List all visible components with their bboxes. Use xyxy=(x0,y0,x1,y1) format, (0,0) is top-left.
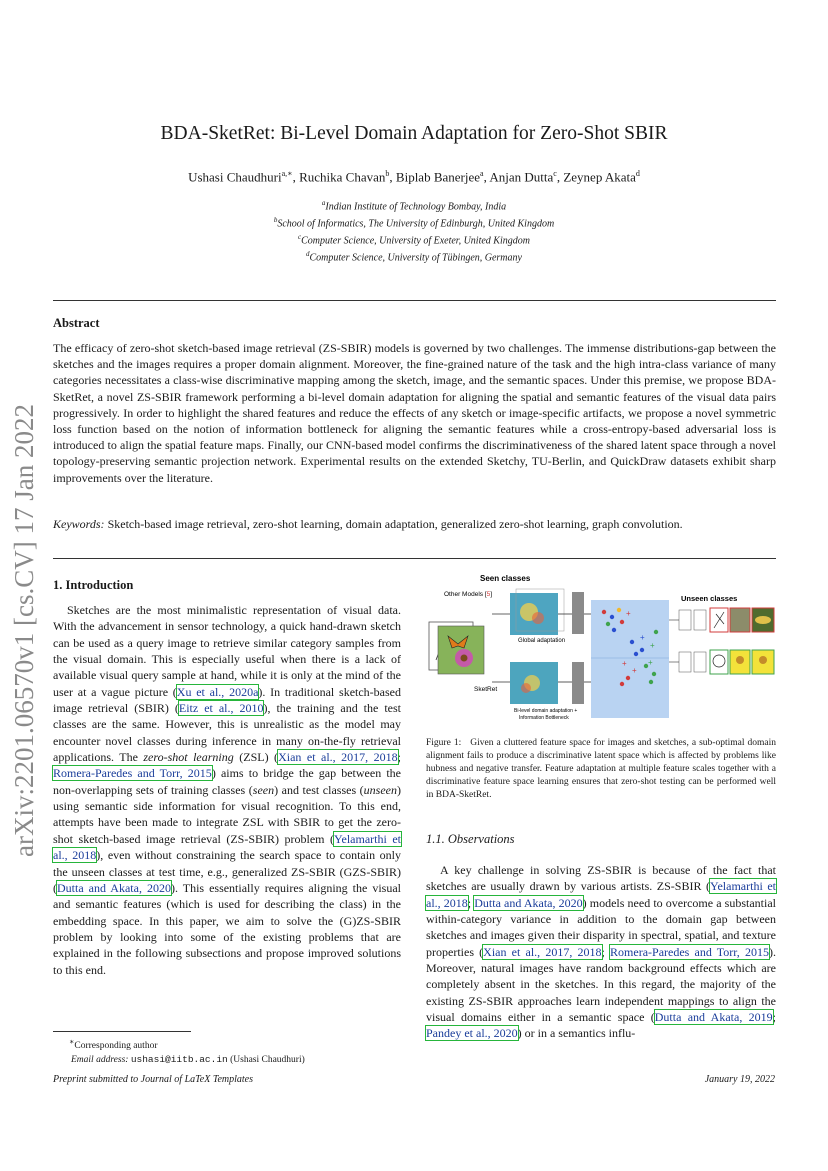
citation-link[interactable]: Dutta and Akata, 2020 xyxy=(57,880,171,895)
affiliation: $^c$Computer Science, University of Exeter, United Kingdom xyxy=(298,232,530,247)
top-rule xyxy=(53,300,776,301)
unseen-results-lower xyxy=(669,650,774,674)
svg-text:+: + xyxy=(650,641,655,650)
unseen-results-upper xyxy=(669,608,774,632)
author: Ruchika Chavan xyxy=(299,169,386,185)
figure-1 xyxy=(426,570,776,725)
citation-link[interactable]: Dutta and Akata, 2019 xyxy=(654,1010,773,1025)
input-photo-icon xyxy=(438,626,484,674)
citation-link[interactable]: Yelamarthi et al., 2018 xyxy=(426,879,776,910)
affiliation: $^b$School of Informatics, The University of Edinburgh, United Kingdom xyxy=(273,215,555,230)
figure-label-sketret: SketRet xyxy=(474,686,498,693)
svg-text:+: + xyxy=(632,666,637,675)
footer-date: January 19, 2022 xyxy=(704,1074,775,1085)
keywords-label: Keywords: xyxy=(53,517,105,531)
figure-label-bilevel-2: Information Bottleneck xyxy=(519,715,569,721)
email-link[interactable]: ushasi@iitb.ac.in xyxy=(130,1054,228,1066)
observations-paragraph: A key challenge in solving ZS-SBIR is because of the fact that sketches are usually drawn by various artists. ZS-SBIR (Yelamarthi et al., 2018; Dutta and Akata, 2020) models need to overcome a substantial within-category variance in addition to the domain gap between sketches and images given their disparity in spectral, spatial, and texture properties (Xian et al., 2017, 2018; Romera-Paredes and Torr, 2015). Moreover, natural images have random background effects which are completely absent in the sketches. In this regard, the majority of the existing ZS-SBIR approaches learn independent mappings to align the visual domains either in a semantic space (Dutta and Akata, 2019; Pandey et al., 2020) or in a semantics influ- xyxy=(426,863,776,1041)
citation-link[interactable]: Xian et al., 2017, 2018 xyxy=(483,944,602,959)
figure-caption-text: Given a cluttered feature space for images and sketches, a sub-optimal domain alignment fails to produce a discriminative latent space which is affected by problems like hubness and negative transfer. Feature adaptation at multiple feature scales together with a discriminative feature space learning ensures that zero-shot testing can be performed well in BDA-SketRet. xyxy=(426,738,776,800)
author: Anjan Dutta xyxy=(489,169,554,185)
affiliation-list xyxy=(0,197,828,265)
citation-link[interactable]: Xian et al., 2017, 2018 xyxy=(278,750,398,765)
svg-text:+: + xyxy=(640,633,645,642)
citation-link[interactable]: Pandey et al., 2020 xyxy=(426,1026,518,1041)
abstract-bottom-rule xyxy=(53,558,776,559)
citation-link[interactable]: Dutta and Akata, 2020 xyxy=(474,895,583,910)
figure-caption xyxy=(426,737,776,802)
abstract-text: The efficacy of zero-shot sketch-based image retrieval (ZS-SBIR) models is governed by two challenges. The immense distributions-gap between the sketches and the images requires a proper domain alignment. Moreover, the fine-grained nature of the task and the high intra-class variance of many categories necessitates a class-wise discriminative mapping among the sketch, image, and the semantic spaces. Under this premise, we propose BDA-SketRet, a novel ZS-SBIR framework performing a bi-level domain adaptation for aligning the spatial and semantic features of the visual data pairs progressively. In order to highlight the shared features and reduce the effects of any sketch or image-specific artifacts, we propose a novel symmetric loss function based on the notion of information bottleneck for aligning the semantic features while a cross-entropy-based adversarial loss is introduced to align the spatial feature maps. Finally, our CNN-based model confirms the discriminativeness of the shared latent space through a novel topology-preserving semantic projection network. Experimental results on the extended Sketchy, TU-Berlin, and QuickDraw datasets exhibit sharp improvements over the literature. xyxy=(53,341,776,485)
svg-text:+: + xyxy=(626,609,631,618)
figure-label-seen: Seen classes xyxy=(480,574,531,583)
sketret-branch xyxy=(474,662,584,721)
svg-text:+: + xyxy=(622,659,627,668)
affiliation: $^d$Computer Science, University of Tübingen, Germany xyxy=(306,249,522,264)
citation-link[interactable]: Eitz et al., 2010 xyxy=(178,701,264,716)
figure-label-other-models: Other Models [5] xyxy=(444,591,493,598)
intro-paragraph: Sketches are the most minimalistic representation of visual data. With the advancement in sensor technology, a quick hand-drawn sketch can be used as a query image to retrieve similar category samples from the visual domain. This is especially useful when there is a lack of available visual query sample at hand, while it is only at the mind of the user at a vague picture (Xu et al., 2020a). In traditional sketch-based image retrieval (SBIR) (Eitz et al., 2010), the training and the test classes are the same. However, this is unrealistic as the model may encounter novel classes during inference in many on-the-fly retrieval applications. The zero-shot learning (ZSL) (Xian et al., 2017, 2018; Romera-Paredes and Torr, 2015) aims to bridge the gap between the non-overlapping sets of training classes (seen) and test classes (unseen) using semantic side information for visual recognition. To this end, attempts have been made to integrate ZSL with SBIR to get the zero-shot sketch-based image retrieval (ZS-SBIR) problem (Yelamarthi et al., 2018), even without constraining the search space to contain only the unseen classes at test time, e.g., generalized ZS-SBIR (GZS-SBIR) (Dutta and Akata, 2020). This essentially requires aligning the visual and semantic features (which is used for describing the class) in the embedding space. In this paper, we aim to solve the (G)ZS-SBIR problem by looking into some of the existing problems that are explained in the following subsections and propose improved solutions to this end. xyxy=(53,603,402,977)
citation-link[interactable]: Romera-Paredes and Torr, 2015 xyxy=(610,944,769,959)
citation-link[interactable]: Xu et al., 2020a xyxy=(176,684,259,699)
svg-text:+: + xyxy=(648,658,653,667)
figure-label-unseen: Unseen classes xyxy=(681,594,738,603)
footnote: ∗Corresponding author Email address: ushasi@iitb.ac.in (Ushasi Chaudhuri) xyxy=(69,1037,305,1066)
footer-journal: Preprint submitted to Journal of LaTeX Templates xyxy=(53,1074,254,1085)
footnote-rule xyxy=(53,1031,191,1032)
arxiv-stamp: arXiv:2201.06570v1 [cs.CV] 17 Jan 2022 xyxy=(9,404,39,857)
keywords xyxy=(53,516,776,532)
keywords-text: Sketch-based image retrieval, zero-shot learning, domain adaptation, generalized zero-shot learning, graph convolution. xyxy=(107,517,683,531)
author: Zeynep Akata xyxy=(563,169,636,185)
paper-title: BDA-SketRet: Bi-Level Domain Adaptation for Zero-Shot SBIR xyxy=(160,123,668,144)
abstract-heading: Abstract xyxy=(53,316,100,330)
citation-link[interactable]: Yelamarthi et al., 2018 xyxy=(53,831,402,863)
citation-link[interactable]: Romera-Paredes and Torr, 2015 xyxy=(53,766,212,781)
figure-label-global: Global adaptation xyxy=(518,638,566,644)
author-list: Ushasi Chaudhuri$^{a,∗}$, Ruchika Chavan$^b$, Biplab Banerjee$^a$, Anjan Dutta$^c$, Zeynep Akata$^d$ xyxy=(188,169,640,185)
global-branch xyxy=(492,589,584,644)
author: Biplab Banerjee xyxy=(395,169,481,185)
section-heading-introduction: 1. Introduction xyxy=(53,578,134,592)
affiliation: $^a$Indian Institute of Technology Bombay, India xyxy=(321,199,507,213)
figure-label-bilevel-1: Bi-level domain adaptation + xyxy=(514,708,578,714)
author: Ushasi Chaudhuri xyxy=(188,169,282,185)
figure-caption-label: Figure 1: xyxy=(426,738,462,748)
subsection-heading-observations: 1.1. Observations xyxy=(426,832,515,846)
